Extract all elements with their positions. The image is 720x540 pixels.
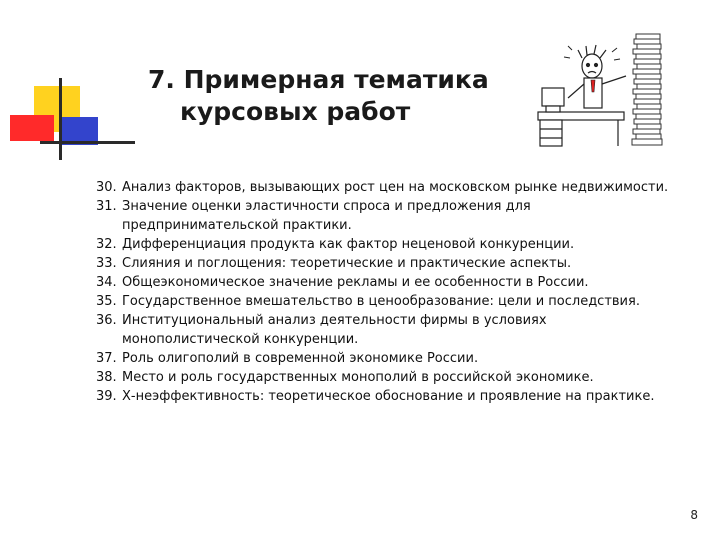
- slide-title: [140, 64, 540, 128]
- decor-horizontal-line: [40, 141, 135, 144]
- list-item-text: Слияния и поглощения: теоретические и практические аспекты.: [122, 256, 572, 271]
- list-item-text: Место и роль государственных монополий в российской экономике.: [122, 370, 594, 385]
- list-item: [96, 197, 686, 235]
- list-item-text: Институциональный анализ деятельности фирмы в условиях монополистической конкуренции.: [122, 313, 547, 347]
- list-item-number: 30.: [96, 180, 117, 195]
- list-item-text: Анализ факторов, вызывающих рост цен на московском рынке недвижимости.: [122, 180, 669, 195]
- list-item-text: Общеэкономическое значение рекламы и ее особенности в России.: [122, 275, 589, 290]
- list-item-number: 32.: [96, 237, 117, 252]
- title-line-1: 7. Примерная тематика: [148, 65, 489, 94]
- list-item-number: 37.: [96, 351, 117, 366]
- list-item-text: Государственное вмешательство в ценообразование: цели и последствия.: [122, 294, 640, 309]
- list-item: [96, 254, 686, 273]
- list-item-number: 38.: [96, 370, 117, 385]
- list-item-number: 34.: [96, 275, 117, 290]
- list-item-number: 31.: [96, 199, 117, 214]
- list-item-number: 39.: [96, 389, 117, 404]
- list-item-text: Х-неэффективность: теоретическое обоснование и проявление на практике.: [122, 389, 655, 404]
- list-item-number: 35.: [96, 294, 117, 309]
- list-item: [96, 311, 686, 349]
- list-item-text: Роль олигополий в современной экономике России.: [122, 351, 479, 366]
- list-item: [96, 368, 686, 387]
- list-item-number: 36.: [96, 313, 117, 328]
- list-item-text: Дифференциация продукта как фактор неценовой конкуренции.: [122, 237, 575, 252]
- overworked-office-worker-with-paper-stack-icon: [532, 28, 672, 156]
- topics-list: [96, 178, 686, 406]
- title-line-2: курсовых работ: [180, 97, 411, 126]
- list-item: [96, 273, 686, 292]
- list-item-number: 33.: [96, 256, 117, 271]
- list-item: [96, 387, 686, 406]
- list-item: [96, 292, 686, 311]
- decor-red-square: [10, 115, 54, 141]
- list-item: [96, 349, 686, 368]
- list-item-text: Значение оценки эластичности спроса и предложения для предпринимательской практики.: [122, 199, 531, 233]
- list-item: [96, 235, 686, 254]
- list-item: [96, 178, 686, 197]
- decor-vertical-line: [59, 78, 62, 160]
- page-number: 8: [690, 508, 698, 522]
